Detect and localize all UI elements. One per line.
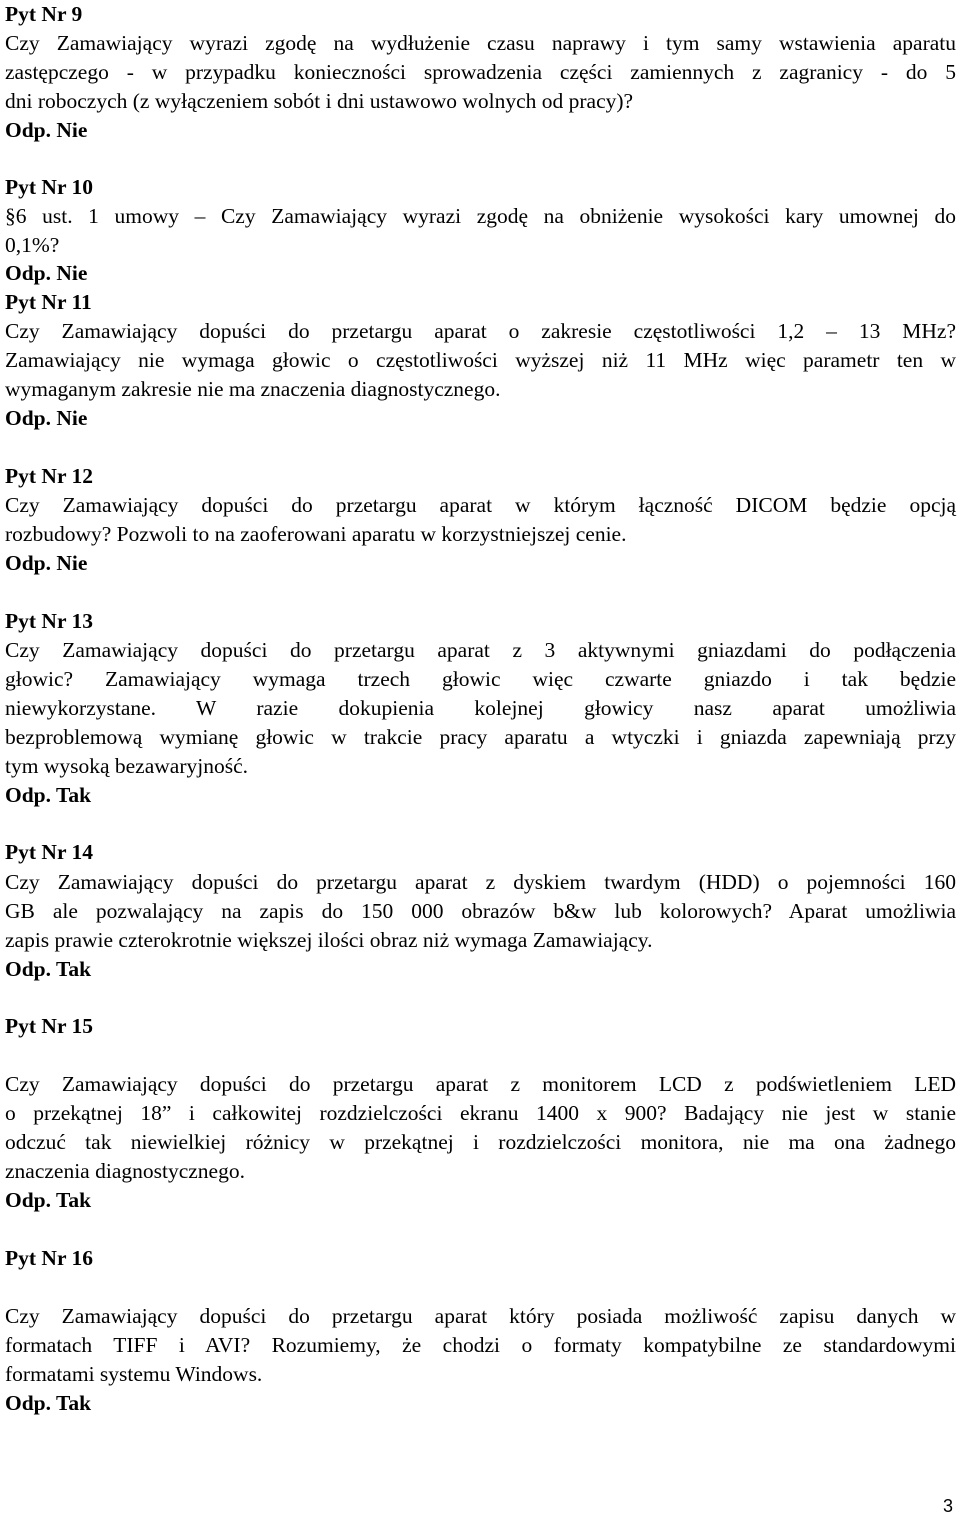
question-text-line: znaczenia diagnostycznego. <box>5 1159 245 1183</box>
answer-text: Odp. Nie <box>5 118 88 142</box>
question-heading: Pyt Nr 13 <box>5 609 93 633</box>
question-text-line: dni roboczych (z wyłączeniem sobót i dni ustawowo wolnych od pracy)? <box>5 89 634 113</box>
question-text-line: Czy Zamawiający dopuści do przetargu aparat w którym łączność DICOM będzie opcją <box>5 493 956 517</box>
question-text-line: zastępczego - w przypadku konieczności sprowadzenia części zamiennych z zagranicy - do 5 <box>5 60 956 84</box>
question-heading: Pyt Nr 16 <box>5 1246 93 1270</box>
question-text-line: głowic? Zamawiający wymaga trzech głowic więc czwarte gniazdo i tak będzie <box>5 667 956 691</box>
question-heading: Pyt Nr 9 <box>5 2 83 26</box>
question-text-line: Zamawiający nie wymaga głowic o częstotliwości wyższej niż 11 MHz więc parametr ten w <box>5 348 956 372</box>
answer-text: Odp. Nie <box>5 551 88 575</box>
question-text-line: odczuć tak niewielkiej różnicy w przekątnej i rozdzielczości monitora, nie ma ona żadnego <box>5 1130 956 1154</box>
question-text-line: Czy Zamawiający dopuści do przetargu aparat o zakresie częstotliwości 1,2 – 13 MHz? <box>5 319 956 343</box>
question-text-line: formatach TIFF i AVI? Rozumiemy, że chodzi o formaty kompatybilne ze standardowymi <box>5 1333 956 1357</box>
answer-text: Odp. Tak <box>5 783 92 807</box>
question-heading: Pyt Nr 10 <box>5 175 93 199</box>
question-heading: Pyt Nr 12 <box>5 464 93 488</box>
question-text-line: formatami systemu Windows. <box>5 1362 263 1386</box>
question-text-line: o przekątnej 18” i całkowitej rozdzielczości ekranu 1400 x 900? Badający nie jest w stanie <box>5 1101 956 1125</box>
question-text-line: zapis prawie czterokrotnie większej ilości obraz niż wymaga Zamawiający. <box>5 928 653 952</box>
question-text-line: rozbudowy? Pozwoli to na zaoferowani aparatu w korzystniejszej cenie. <box>5 522 627 546</box>
answer-text: Odp. Tak <box>5 957 92 981</box>
question-text-line: tym wysoką bezawaryjność. <box>5 754 248 778</box>
question-text-line: §6 ust. 1 umowy – Czy Zamawiający wyrazi zgodę na obniżenie wysokości kary umownej do <box>5 204 956 228</box>
answer-text: Odp. Tak <box>5 1391 92 1415</box>
answer-text: Odp. Nie <box>5 406 88 430</box>
question-text-line: GB ale pozwalający na zapis do 150 000 obrazów b&w lub kolorowych? Aparat umożliwia <box>5 899 956 923</box>
question-text-line: Czy Zamawiający dopuści do przetargu aparat z monitorem LCD z podświetleniem LED <box>5 1072 956 1096</box>
question-text-line: Czy Zamawiający dopuści do przetargu aparat z 3 aktywnymi gniazdami do podłączenia <box>5 638 956 662</box>
question-text-line: Czy Zamawiający dopuści do przetargu aparat z dyskiem twardym (HDD) o pojemności 160 <box>5 870 956 894</box>
question-text-line: wymaganym zakresie nie ma znaczenia diagnostycznego. <box>5 377 501 401</box>
question-text-line: bezproblemową wymianę głowic w trakcie pracy aparatu a wtyczki i gniazda zapewniają przy <box>5 725 956 749</box>
question-text-line: Czy Zamawiający wyrazi zgodę na wydłużenie czasu naprawy i tym samy wstawienia aparatu <box>5 31 956 55</box>
page-number: 3 <box>942 1496 953 1516</box>
answer-text: Odp. Tak <box>5 1188 92 1212</box>
question-heading: Pyt Nr 14 <box>5 840 93 864</box>
question-heading: Pyt Nr 15 <box>5 1014 93 1038</box>
answer-text: Odp. Nie <box>5 261 88 285</box>
question-text-line: Czy Zamawiający dopuści do przetargu aparat który posiada możliwość zapisu danych w <box>5 1304 956 1328</box>
question-text-line: niewykorzystane. W razie dokupienia kolejnej głowicy nasz aparat umożliwia <box>5 696 956 720</box>
question-text-line: 0,1%? <box>5 233 60 257</box>
question-heading: Pyt Nr 11 <box>5 290 92 314</box>
